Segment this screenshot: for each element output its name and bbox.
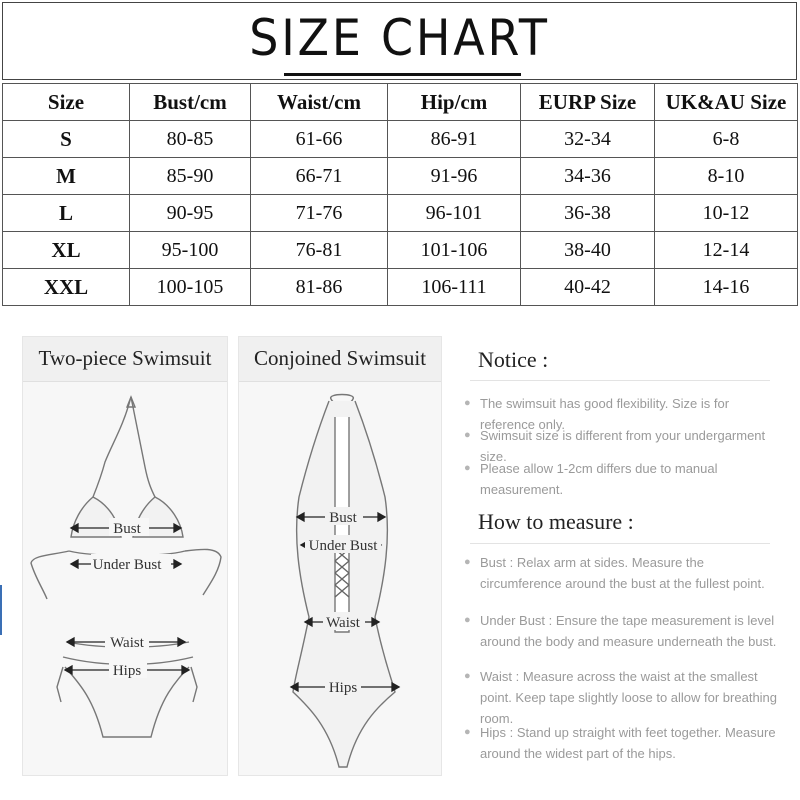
table-cell: 40-42 [521, 269, 655, 306]
bullet-icon: ● [464, 614, 471, 626]
column-header: EURP Size [521, 84, 655, 121]
bikini-top-strap [131, 397, 155, 497]
under-bust-label: Under Bust [92, 557, 162, 573]
size-cell: M [3, 158, 130, 195]
size-cell: L [3, 195, 130, 232]
notice-item: ● Please allow 1-2cm differs due to manual measurement. [464, 458, 784, 500]
table-cell: 86-91 [388, 121, 521, 158]
table-cell: 14-16 [655, 269, 798, 306]
column-header: UK&AU Size [655, 84, 798, 121]
size-cell: S [3, 121, 130, 158]
table-cell: 32-34 [521, 121, 655, 158]
table-cell: 85-90 [130, 158, 251, 195]
title-underline [284, 73, 521, 76]
table-cell: 80-85 [130, 121, 251, 158]
bust-label: Bust [113, 521, 141, 537]
how-to-item: ● Bust : Relax arm at sides. Measure the circumference around the bust at the fullest point. [464, 552, 784, 594]
table-cell: 96-101 [388, 195, 521, 232]
column-header: Size [3, 84, 130, 121]
bust-label: Bust [329, 510, 357, 526]
table-cell: 38-40 [521, 232, 655, 269]
divider [470, 380, 770, 381]
table-cell: 101-106 [388, 232, 521, 269]
waist-label: Waist [326, 615, 360, 631]
notice-item: ● The swimsuit has good flexibility. Size is for reference only. [464, 393, 784, 435]
how-to-item: ● Hips : Stand up straight with feet together. Measure around the widest part of the hips. [464, 722, 784, 764]
table-cell: 36-38 [521, 195, 655, 232]
table-cell: 6-8 [655, 121, 798, 158]
column-header: Waist/cm [251, 84, 388, 121]
hips-label: Hips [112, 663, 142, 679]
two-piece-heading: Two-piece Swimsuit [23, 337, 227, 382]
table-cell: 76-81 [251, 232, 388, 269]
column-header: Bust/cm [130, 84, 251, 121]
conjoined-panel [238, 336, 442, 776]
table-cell: 100-105 [130, 269, 251, 306]
conjoined-heading: Conjoined Swimsuit [239, 337, 441, 382]
table-cell: 90-95 [130, 195, 251, 232]
table-cell: 95-100 [130, 232, 251, 269]
bullet-icon: ● [464, 429, 471, 441]
table-cell: 91-96 [388, 158, 521, 195]
table-cell: 71-76 [251, 195, 388, 232]
notice-title: Notice : [478, 347, 549, 372]
divider [470, 543, 770, 544]
table-cell: 81-86 [251, 269, 388, 306]
table-row [3, 195, 798, 232]
table-cell: 12-14 [655, 232, 798, 269]
table-cell: 66-71 [251, 158, 388, 195]
table-row [3, 232, 798, 269]
bullet-icon: ● [464, 397, 471, 409]
how-to-item: ● Under Bust : Ensure the tape measurement is level around the body and measure underneath the bust. [464, 610, 784, 652]
title-box [2, 2, 797, 80]
waist-label: Waist [110, 635, 144, 651]
table-row [3, 158, 798, 195]
how-to-item: ● Waist : Measure across the waist at the smallest point. Keep tape slightly loose to allow for breathing room. [464, 666, 784, 729]
table-cell: 10-12 [655, 195, 798, 232]
conjoined-diagram [239, 337, 443, 777]
table-cell: 106-111 [388, 269, 521, 306]
bullet-icon: ● [464, 670, 471, 682]
bullet-icon: ● [464, 462, 471, 474]
bikini-top-tie [31, 551, 69, 599]
notice-item: ● Swimsuit size is different from your undergarment size. [464, 425, 784, 467]
two-piece-panel [22, 336, 228, 776]
under-bust-label: Under Bust [308, 538, 378, 554]
how-to-measure-title: How to measure : [478, 509, 634, 534]
page-title: SIZE CHART [249, 9, 550, 67]
table-cell: 8-10 [655, 158, 798, 195]
bikini-top-strap [93, 397, 131, 497]
bullet-icon: ● [464, 556, 471, 568]
table-row [3, 269, 798, 306]
table-cell: 61-66 [251, 121, 388, 158]
size-cell: XL [3, 232, 130, 269]
bullet-icon: ● [464, 726, 471, 738]
two-piece-diagram [23, 337, 229, 777]
hips-label: Hips [328, 680, 358, 696]
size-cell: XXL [3, 269, 130, 306]
edge-accent [0, 585, 2, 635]
column-header: Hip/cm [388, 84, 521, 121]
bikini-top-tie [185, 549, 221, 595]
table-cell: 34-36 [521, 158, 655, 195]
table-header-row [3, 84, 798, 121]
table-row [3, 121, 798, 158]
size-chart-table [2, 83, 798, 306]
